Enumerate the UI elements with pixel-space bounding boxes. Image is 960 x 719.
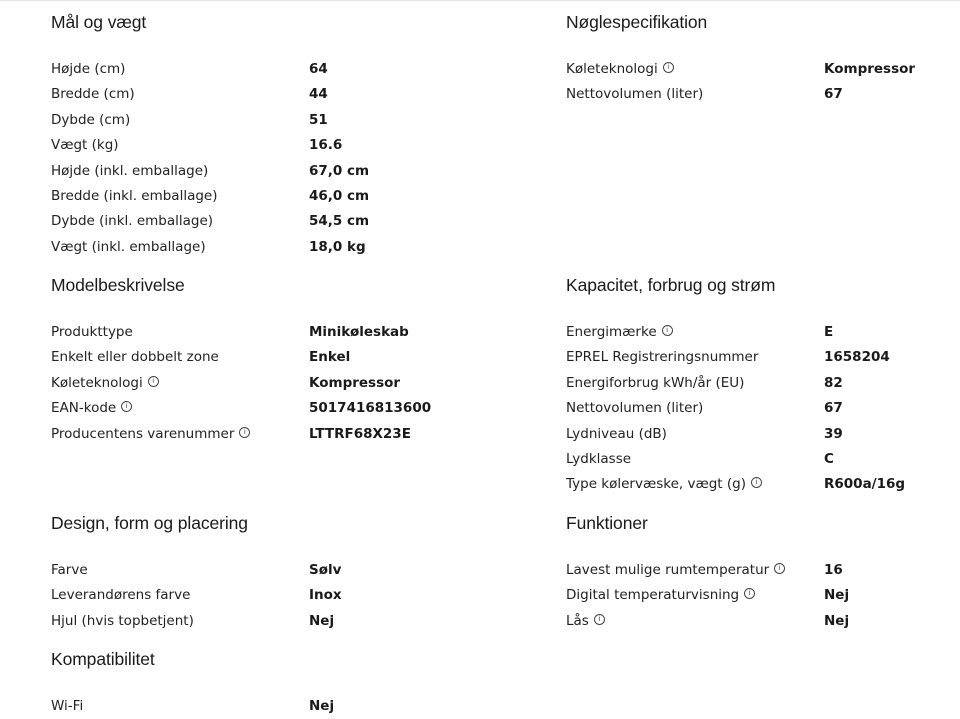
section-key-specs: [566, 9, 960, 108]
section-design: [51, 510, 471, 634]
spec-label: [51, 583, 190, 608]
spec-row: [51, 235, 471, 260]
spec-label: [51, 159, 208, 184]
spec-list: [51, 558, 471, 634]
spec-value: 82: [824, 374, 843, 391]
spec-value: 64: [309, 61, 328, 77]
spec-label-text: Energimærke: [566, 324, 657, 340]
spec-label: [51, 108, 130, 133]
spec-label-text: Energiforbrug kWh/år (EU): [566, 374, 745, 391]
spec-row: [51, 184, 471, 209]
spec-row: [566, 57, 960, 82]
spec-row: [566, 609, 960, 634]
spec-value: 54,5 cm: [309, 213, 370, 230]
spec-label: [51, 209, 213, 234]
top-divider: [0, 0, 960, 1]
spec-row: [51, 422, 471, 447]
info-icon[interactable]: i: [594, 614, 605, 625]
spec-list: [566, 57, 960, 108]
info-icon[interactable]: i: [121, 401, 132, 412]
spec-value: Enkel: [309, 349, 351, 366]
spec-row: [51, 694, 471, 719]
spec-label-text: Højde (inkl. emballage): [51, 162, 209, 179]
spec-value: 16: [824, 562, 843, 578]
spec-value: 67: [824, 400, 843, 417]
spec-label: [566, 57, 674, 82]
spec-list: [51, 57, 471, 260]
spec-label: [51, 422, 250, 447]
spec-list: [51, 320, 471, 447]
spec-value: E: [824, 324, 834, 340]
spec-label: [566, 447, 631, 472]
section-functions: [566, 510, 960, 634]
spec-row: [51, 371, 471, 396]
info-icon[interactable]: i: [774, 563, 785, 574]
spec-row: [51, 558, 471, 583]
spec-label: [566, 583, 755, 608]
spec-label: [51, 345, 219, 370]
spec-label: [566, 609, 605, 634]
spec-label-text: Vægt (kg): [51, 137, 119, 154]
spec-row: [566, 447, 960, 472]
spec-row: [51, 583, 471, 608]
section-model: [51, 272, 471, 447]
spec-label: [51, 235, 206, 260]
spec-value: 1658204: [824, 349, 890, 366]
spec-label-text: Lås: [566, 612, 589, 629]
spec-label-text: Vægt (inkl. emballage): [51, 238, 206, 255]
section-dimensions: [51, 9, 471, 260]
spec-value: Sølv: [309, 562, 342, 578]
spec-label-text: Leverandørens farve: [51, 587, 191, 604]
spec-label: [51, 396, 132, 421]
spec-value: R600a/16g: [824, 476, 906, 493]
spec-label-text: Wi-Fi: [51, 698, 84, 714]
section-title: Modelbeskrivelse: [51, 275, 185, 295]
spec-label: [566, 558, 785, 583]
spec-label-text: Digital temperaturvisning: [566, 587, 740, 604]
spec-label-text: Type kølervæske, vægt (g): [566, 476, 746, 493]
spec-label: [566, 320, 673, 345]
spec-value: Nej: [309, 698, 335, 714]
spec-row: [51, 108, 471, 133]
spec-label: [566, 371, 744, 396]
spec-row: [51, 209, 471, 234]
spec-value: Nej: [309, 612, 335, 629]
section-title: Mål og vægt: [51, 12, 147, 32]
spec-label: [51, 82, 135, 107]
spec-label-text: Dybde (cm): [51, 111, 131, 128]
section-title: Kompatibilitet: [51, 649, 155, 669]
spec-label-text: Dybde (inkl. emballage): [51, 213, 214, 230]
spec-label: [566, 472, 762, 497]
spec-label-text: Bredde (inkl. emballage): [51, 187, 218, 204]
spec-value: 67: [824, 86, 843, 103]
spec-value: 51: [309, 111, 328, 128]
spec-label-text: Køleteknologi: [566, 61, 658, 77]
spec-row: [51, 82, 471, 107]
spec-label-text: Køleteknologi: [51, 374, 143, 391]
section-capacity: [566, 272, 960, 498]
spec-row: [51, 159, 471, 184]
spec-label: [51, 320, 133, 345]
spec-list: [566, 320, 960, 498]
spec-value: Kompressor: [309, 374, 401, 391]
spec-label-text: Højde (cm): [51, 61, 126, 77]
spec-label-text: Producentens varenummer: [51, 425, 235, 442]
info-icon[interactable]: i: [663, 62, 674, 73]
spec-value: 18,0 kg: [309, 238, 366, 255]
section-title: Funktioner: [566, 513, 648, 533]
spec-label-text: EPREL Registreringsnummer: [566, 349, 759, 366]
spec-label: [51, 133, 119, 158]
spec-value: Kompressor: [824, 61, 916, 77]
spec-label-text: Enkelt eller dobbelt zone: [51, 349, 219, 366]
spec-value: 44: [309, 86, 328, 103]
spec-list: [566, 558, 960, 634]
spec-row: [566, 320, 960, 345]
spec-value: Inox: [309, 587, 342, 604]
spec-row: [51, 320, 471, 345]
spec-label: [51, 609, 194, 634]
spec-value: 46,0 cm: [309, 187, 370, 204]
spec-row: [566, 422, 960, 447]
spec-label: [51, 694, 83, 719]
spec-row: [566, 371, 960, 396]
spec-value: 39: [824, 425, 843, 442]
spec-label-text: EAN-kode: [51, 400, 117, 417]
spec-label-text: Farve: [51, 562, 88, 578]
spec-row: [566, 558, 960, 583]
spec-value: 5017416813600: [309, 400, 432, 417]
spec-value: 67,0 cm: [309, 162, 370, 179]
spec-value: 16.6: [309, 137, 343, 154]
spec-row: [51, 396, 471, 421]
spec-row: [51, 133, 471, 158]
spec-label: [566, 396, 703, 421]
spec-label: [566, 82, 703, 107]
info-icon[interactable]: i: [744, 588, 755, 599]
section-title: Nøglespecifikation: [566, 12, 708, 32]
spec-value: C: [824, 450, 834, 467]
spec-label: [566, 345, 758, 370]
spec-label-text: Produkttype: [51, 324, 133, 340]
spec-label: [51, 558, 88, 583]
spec-row: [566, 396, 960, 421]
section-compatibility: [51, 646, 471, 719]
spec-label: [566, 422, 667, 447]
spec-row: [566, 583, 960, 608]
spec-value: Minikøleskab: [309, 324, 409, 340]
spec-label: [51, 371, 159, 396]
spec-label-text: Nettovolumen (liter): [566, 86, 704, 103]
info-icon[interactable]: i: [662, 325, 673, 336]
spec-row: [51, 609, 471, 634]
info-icon[interactable]: i: [751, 477, 762, 488]
section-title: Design, form og placering: [51, 513, 248, 533]
spec-label-text: Hjul (hvis topbetjent): [51, 612, 194, 629]
spec-label-text: Bredde (cm): [51, 86, 135, 103]
spec-value: Nej: [824, 612, 850, 629]
spec-label: [51, 184, 218, 209]
spec-label-text: Lydklasse: [566, 450, 632, 467]
spec-label-text: Lydniveau (dB): [566, 425, 667, 442]
spec-value: LTTRF68X23E: [309, 425, 411, 442]
spec-row: [51, 345, 471, 370]
spec-label-text: Lavest mulige rumtemperatur: [566, 562, 770, 578]
spec-label: [51, 57, 125, 82]
spec-row: [51, 57, 471, 82]
info-icon[interactable]: i: [148, 376, 159, 387]
spec-label-text: Nettovolumen (liter): [566, 400, 704, 417]
section-title: Kapacitet, forbrug og strøm: [566, 275, 776, 295]
spec-value: Nej: [824, 587, 850, 604]
info-icon[interactable]: i: [239, 427, 250, 438]
spec-list: [51, 694, 471, 719]
spec-row: [566, 82, 960, 107]
spec-row: [566, 345, 960, 370]
spec-row: [566, 472, 960, 497]
